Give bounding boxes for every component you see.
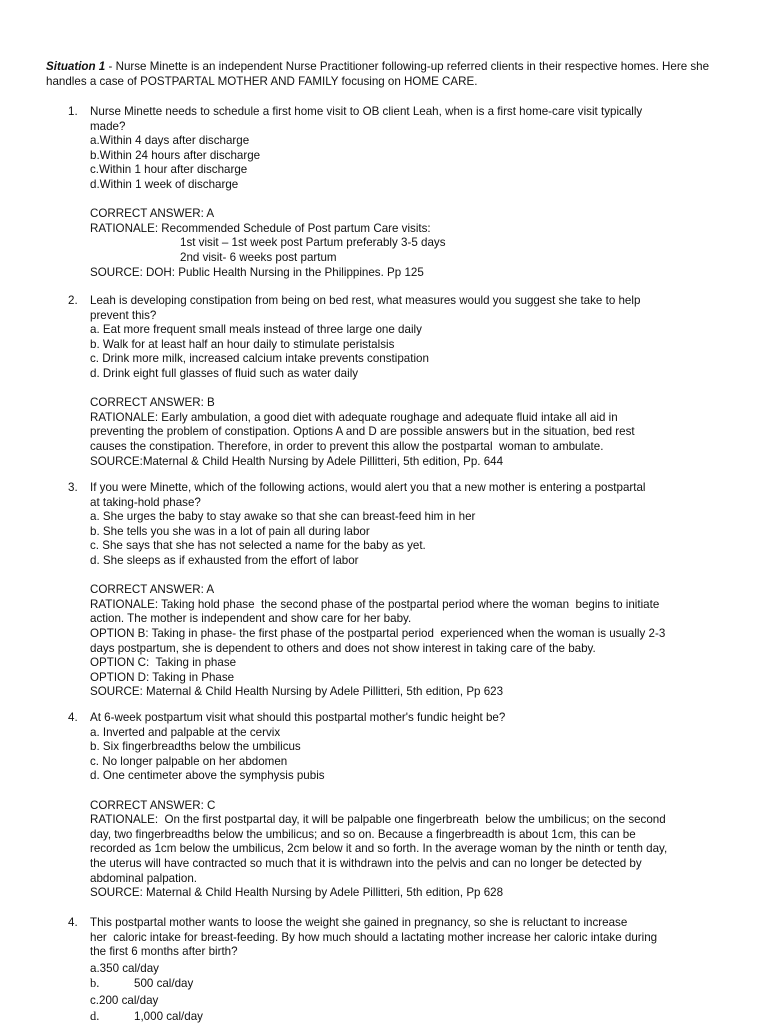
question-4 [68, 711, 728, 901]
situation-label: Situation 1 [46, 60, 106, 73]
option-a: a. Eat more frequent small meals instead of three large one daily [90, 323, 422, 337]
option-c [90, 994, 728, 1009]
source: SOURCE: Maternal & Child Health Nursing by Adele Pillitteri, 5th edition, Pp 628 [90, 886, 504, 900]
option-c: c. Drink more milk, increased calcium intake prevents constipation [90, 352, 429, 366]
option-d: d.Within 1 week of discharge [90, 177, 239, 191]
question-stem: Leah is developing constipation from being on bed rest, what measures would you suggest she take to help [90, 294, 641, 307]
rationale: the uterus will have contracted so much that it is withdrawn into the pelvis and can no longer be detected by [90, 856, 642, 870]
option-d: d. Drink eight full glasses of fluid such as water daily [90, 366, 359, 380]
option-a: a. She urges the baby to stay awake so that she can breast-feed him in her [90, 510, 476, 524]
question-number: 1. [68, 105, 78, 118]
question-3 [68, 481, 728, 700]
question-stem: prevent this? [90, 308, 157, 322]
rationale: day, two fingerbreadths below the umbilicus; and so on. Because a fingerbreadth is about 1cm, this can be [90, 827, 636, 841]
rationale: days postpartum, she is dependent to others and does not show interest in taking care of the baby. [90, 641, 596, 655]
option-c: c.Within 1 hour after discharge [90, 163, 248, 177]
question-number: 4. [68, 711, 78, 724]
question-stem: her caloric intake for breast-feeding. By how much should a lactating mother increase her caloric intake during [90, 930, 658, 944]
option-letter: a. [90, 961, 100, 975]
question-stem: If you were Minette, which of the following actions, would alert you that a new mother is entering a postpartal [90, 481, 646, 494]
option-d [90, 1009, 728, 1024]
option-b: b. Six fingerbreadths below the umbilicus [90, 740, 301, 754]
rationale: RATIONALE: Taking hold phase the second phase of the postpartal period where the woman begins to initiate [90, 597, 660, 611]
rationale: RATIONALE: Recommended Schedule of Post partum Care visits: [90, 221, 431, 235]
rationale: OPTION D: Taking in Phase [90, 670, 235, 684]
correct-answer: CORRECT ANSWER: B [90, 396, 215, 410]
rationale: action. The mother is independent and show care for her baby. [90, 612, 412, 626]
option-d: d. One centimeter above the symphysis pubis [90, 769, 325, 783]
source: SOURCE: Maternal & Child Health Nursing by Adele Pillitteri, 5th edition, Pp 623 [90, 685, 504, 699]
rationale: RATIONALE: On the first postpartal day, it will be palpable one fingerbreath below the umbilicus; on the second [90, 813, 666, 827]
rationale-indented: 1st visit – 1st week post Partum preferably 3-5 days [180, 236, 446, 250]
correct-answer: CORRECT ANSWER: C [90, 798, 216, 812]
option-letter: b. [90, 976, 100, 991]
source: SOURCE: DOH: Public Health Nursing in the Philippines. Pp 125 [90, 265, 424, 279]
rationale: RATIONALE: Early ambulation, a good diet with adequate roughage and adequate fluid intake all aid in [90, 410, 618, 424]
question-stem: Nurse Minette needs to schedule a first home visit to OB client Leah, when is a first home-care visit typically [90, 105, 643, 118]
question-2 [68, 294, 728, 469]
option-b: b. She tells you she was in a lot of pain all during labor [90, 524, 370, 538]
rationale-indented: 2nd visit- 6 weeks post partum [180, 250, 337, 264]
option-b: b. Walk for at least half an hour daily to stimulate peristalsis [90, 337, 395, 351]
rationale: preventing the problem of constipation. Options A and D are possible answers but in the situation, bed rest [90, 425, 635, 439]
situation-intro [46, 60, 726, 89]
correct-answer: CORRECT ANSWER: A [90, 583, 215, 597]
question-5 [68, 916, 728, 1024]
question-number: 4. [68, 916, 78, 929]
question-stem: the first 6 months after birth? [90, 945, 238, 959]
option-letter: d. [90, 1008, 100, 1023]
situation-text: - Nurse Minette is an independent Nurse Practitioner following-up referred clients in their respective homes. Here she handles a case of POSTPARTAL MOTHER AND FAMILY focusing on HOME CARE. [46, 60, 710, 88]
question-stem: made? [90, 119, 126, 133]
correct-answer: CORRECT ANSWER: A [90, 207, 215, 221]
option-b: b.Within 24 hours after discharge [90, 148, 261, 162]
option-a: a. Inverted and palpable at the cervix [90, 725, 281, 739]
option-d: d. She sleeps as if exhausted from the effort of labor [90, 553, 359, 567]
option-c: c. She says that she has not selected a name for the baby as yet. [90, 539, 426, 553]
rationale: OPTION C: Taking in phase [90, 656, 237, 670]
question-1 [68, 105, 728, 280]
question-stem: at taking-hold phase? [90, 495, 201, 509]
question-stem: At 6-week postpartum visit what should this postpartal mother's fundic height be? [90, 711, 506, 724]
question-number: 2. [68, 294, 78, 307]
option-c: c. No longer palpable on her abdomen [90, 754, 288, 768]
option-a: a.Within 4 days after discharge [90, 134, 250, 148]
option-text: 1,000 cal/day [134, 1009, 203, 1023]
option-text: 350 cal/day [99, 961, 159, 975]
option-a [90, 962, 728, 977]
option-text: 500 cal/day [134, 977, 194, 991]
question-stem: This postpartal mother wants to loose the weight she gained in pregnancy, so she is reluctant to increase [90, 916, 628, 929]
rationale: OPTION B: Taking in phase- the first phase of the postpartal period experienced when the woman is usually 2-3 [90, 626, 666, 640]
question-number: 3. [68, 481, 78, 494]
rationale: recorded as 1cm below the umbilicus, 2cm below it and so forth. In the average woman by the ninth or tenth day, [90, 842, 668, 856]
rationale: abdominal palpation. [90, 871, 197, 885]
source: SOURCE:Maternal & Child Health Nursing by Adele Pillitteri, 5th edition, Pp. 644 [90, 454, 504, 468]
option-b [90, 976, 728, 992]
rationale: causes the constipation. Therefore, in order to prevent this allow the postpartal woman to ambulate. [90, 439, 604, 453]
option-text: 200 cal/day [99, 993, 159, 1007]
option-letter: c. [90, 993, 100, 1007]
